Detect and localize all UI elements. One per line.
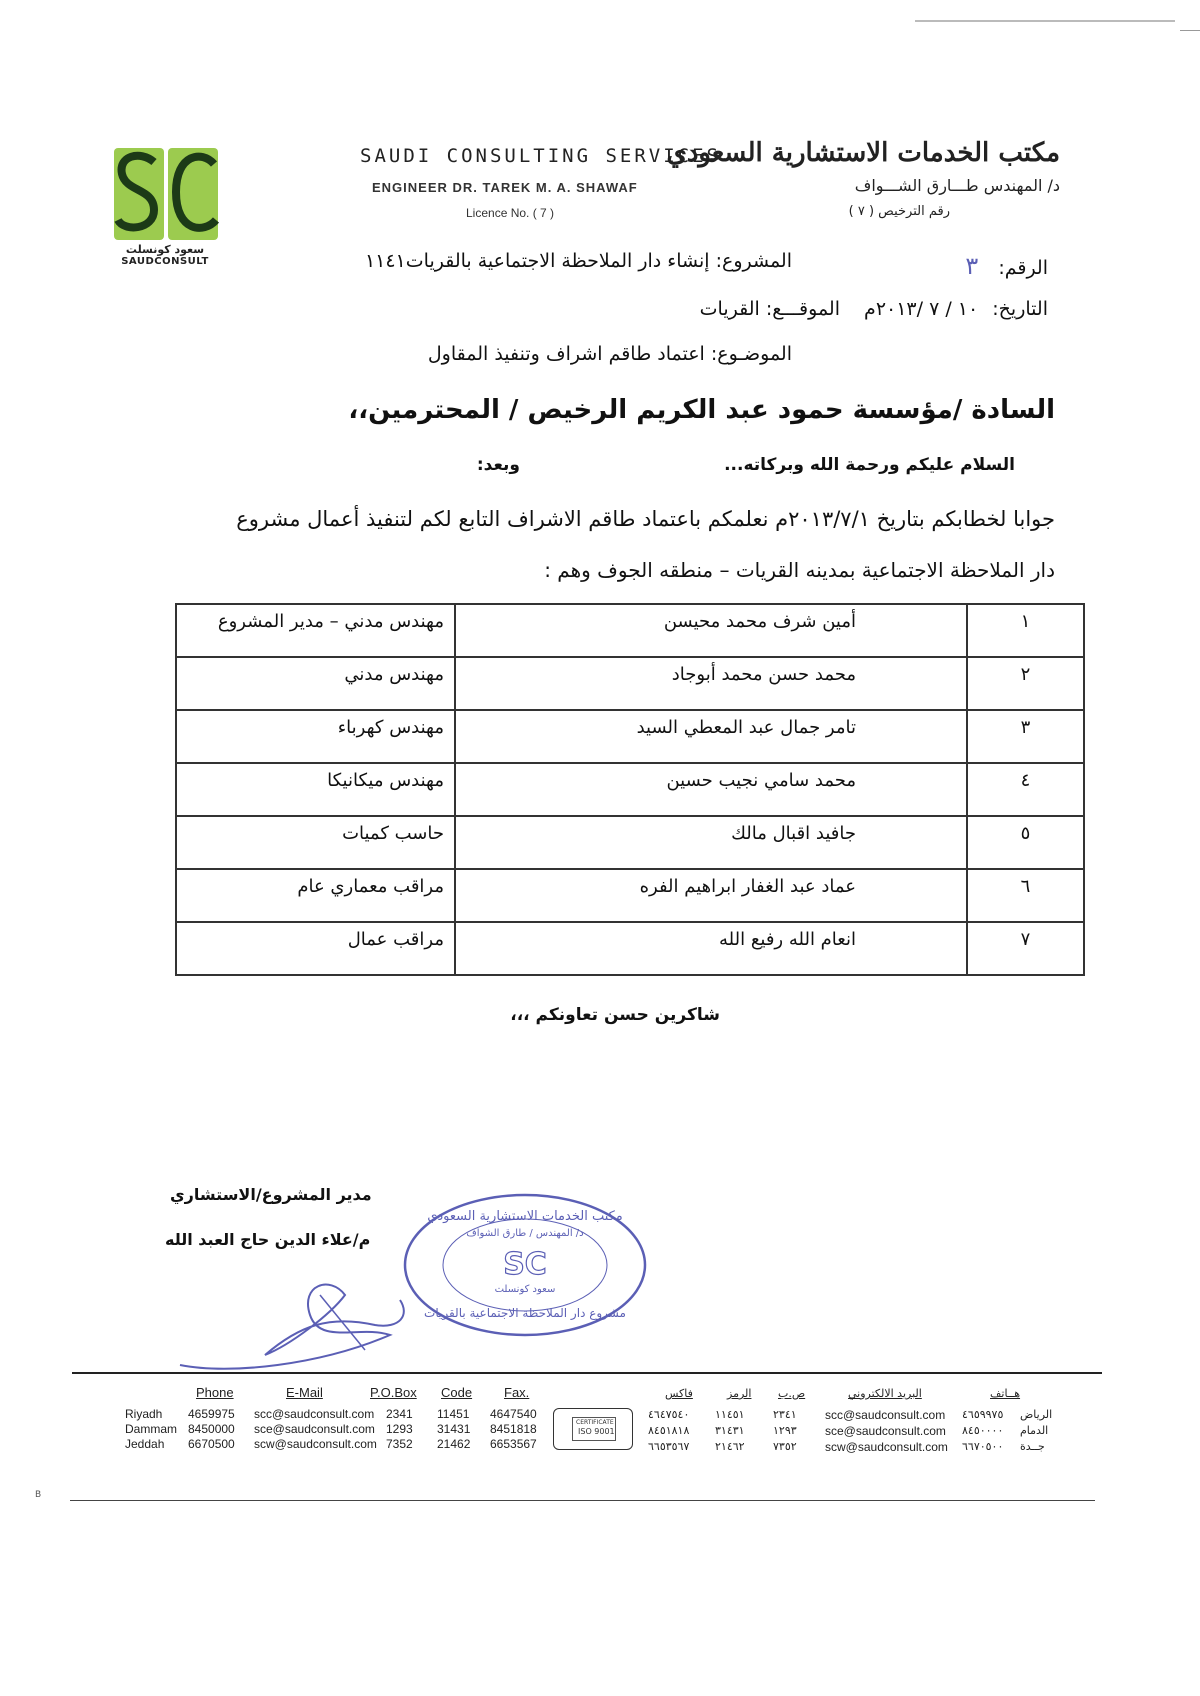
table-row: [176, 869, 1084, 922]
footer-ar-fax: ٦٦٥٣٥٦٧: [648, 1440, 690, 1453]
table-row: [176, 657, 1084, 710]
handwritten-signature: [170, 1255, 420, 1385]
footer-ar-city: الدمام: [1020, 1424, 1049, 1437]
body-line-1: جوابا لخطابكم بتاريخ ٢٠١٣/٧/١م نعلمكم باعتماد طاقم الاشراف التابع لكم لتنفيذ أعمال مشروع: [236, 507, 1055, 531]
table-row: [176, 604, 1084, 657]
signatory-title: مدير المشروع/الاستشاري: [170, 1185, 372, 1204]
footer-ar-code: ٢١٤٦٢: [715, 1440, 745, 1453]
footer-ar-code: ٣١٤٣١: [715, 1424, 745, 1437]
footer-ar-pobox: ٢٣٤١: [773, 1408, 797, 1421]
official-stamp: [400, 1190, 650, 1340]
row-number: ٥: [967, 816, 1084, 869]
footer-ar-header-phone: هــاتف: [990, 1387, 1021, 1400]
member-name: تامر جمال عبد المعطي السيد: [455, 710, 967, 763]
licence-ar: رقم الترخيص ( ٧ ): [848, 204, 950, 219]
footer-ar-city: الرياض: [1020, 1408, 1053, 1421]
footer-ar-email: scw@saudconsult.com: [825, 1440, 948, 1454]
footer-ar-email: scc@saudconsult.com: [825, 1408, 946, 1422]
date-label: التاريخ:: [992, 298, 1048, 320]
date-line: [700, 298, 1048, 320]
engineer-name-ar: د/ المهندس طـــارق الشـــواف: [854, 176, 1060, 195]
footer-fax: 4647540: [490, 1407, 537, 1421]
footer-phone: 4659975: [188, 1407, 235, 1421]
signatory-name: م/علاء الدين حاج العبد الله: [165, 1230, 371, 1249]
member-role: مهندس مدني – مدير المشروع: [176, 604, 455, 657]
footer-header-code: Code: [441, 1385, 473, 1400]
iso-text-2: ISO 9001: [578, 1427, 615, 1436]
table-row: [176, 763, 1084, 816]
footer-bottom-line: [70, 1500, 1095, 1501]
subject-label: الموضـوع:: [710, 343, 792, 365]
footer-ar-code: ١١٤٥١: [715, 1408, 745, 1421]
stamp-center: سعود كونسلت: [494, 1284, 556, 1295]
body-line-2: دار الملاحظة الاجتماعية بمدينه القريات – منطقه الجوف وهم :: [544, 558, 1055, 582]
footer-ar-phone: ٤٦٥٩٩٧٥: [962, 1408, 1004, 1421]
footer-fax: 8451818: [490, 1422, 537, 1436]
footer-header-email: E-Mail: [286, 1385, 323, 1400]
table-row: [176, 922, 1084, 975]
row-number: ٢: [967, 657, 1084, 710]
footer-ar-header-fax: فاكس: [665, 1387, 693, 1400]
stamp-top-text: مكتب الخدمات الاستشارية السعودي: [427, 1209, 623, 1224]
member-name: محمد سامي نجيب حسين: [455, 763, 967, 816]
footer-ar-city: جــدة: [1020, 1440, 1045, 1453]
number-value: ٣: [965, 252, 979, 280]
footer-city: Dammam: [125, 1422, 178, 1436]
member-role: حاسب كميات: [176, 816, 455, 869]
footer-ar-fax: ٤٦٤٧٥٤٠: [648, 1408, 690, 1421]
footer-ar-header-code: الرمز: [727, 1387, 752, 1400]
closing-thanks: شاكرين حسن تعاونكم ،،،: [510, 1005, 720, 1025]
footer-code: 21462: [437, 1437, 471, 1451]
greeting: السلام عليكم ورحمة الله وبركاته...: [724, 455, 1015, 475]
after-greeting: وبعد:: [476, 455, 520, 475]
scan-edge-line: [1180, 30, 1200, 31]
footer-ar-header-email: البريد الالكتروني: [848, 1387, 922, 1400]
location-label: الموقـــع:: [765, 298, 840, 320]
svg-text:SC: SC: [503, 1247, 547, 1282]
team-table: [175, 603, 1085, 976]
row-number: ٣: [967, 710, 1084, 763]
company-name-en: SAUDI CONSULTING SERVICES: [360, 145, 721, 167]
scan-edge-line: [915, 20, 1175, 22]
member-role: مهندس كهرباء: [176, 710, 455, 763]
footer-code: 11451: [437, 1407, 470, 1421]
member-role: مراقب معماري عام: [176, 869, 455, 922]
member-name: أمين شرف محمد محيسن: [455, 604, 967, 657]
footer-ar-phone: ٦٦٧٠٥٠٠: [962, 1440, 1004, 1453]
engineer-name-en: ENGINEER DR. TAREK M. A. SHAWAF: [372, 180, 638, 195]
row-number: ٦: [967, 869, 1084, 922]
footer-city: Jeddah: [125, 1437, 165, 1451]
footer-email: sce@saudconsult.com: [254, 1422, 375, 1436]
footer-header-pobox: P.O.Box: [370, 1385, 417, 1400]
footer-email: scw@saudconsult.com: [254, 1437, 377, 1451]
licence-en: Licence No. ( 7 ): [466, 206, 555, 220]
stamp-engineer: د/ المهندس / طارق الشواف: [466, 1228, 584, 1239]
date-value: ١٠ / ٧ /٢٠١٣م: [864, 298, 979, 320]
footer-divider: [72, 1372, 1102, 1374]
location-value: القريات: [699, 298, 760, 320]
member-name: انعام الله رفيع الله: [455, 922, 967, 975]
company-name-ar: مكتب الخدمات الاستشارية السعودي: [666, 138, 1060, 168]
footer-ar-header-pobox: ص.ب: [778, 1387, 806, 1400]
footer-code: 31431: [437, 1422, 471, 1436]
letter-number: [965, 252, 1048, 280]
row-number: ١: [967, 604, 1084, 657]
footer-phone: 8450000: [188, 1422, 235, 1436]
member-name: عماد عبد الغفار ابراهيم الفره: [455, 869, 967, 922]
project-label: المشروع:: [715, 250, 792, 272]
stamp-bottom-text: مشروع دار الملاحظة الاجتماعية بالقريات: [424, 1306, 626, 1320]
member-role: مراقب عمال: [176, 922, 455, 975]
footer-phone: 6670500: [188, 1437, 235, 1451]
subject-value: اعتماد طاقم اشراف وتنفيذ المقاول: [427, 343, 705, 365]
table-row: [176, 710, 1084, 763]
row-number: ٤: [967, 763, 1084, 816]
footer-ar-pobox: ١٢٩٣: [773, 1424, 797, 1437]
member-name: محمد حسن محمد أبوجاد: [455, 657, 967, 710]
project-line: [365, 250, 792, 272]
footer-ar-email: sce@saudconsult.com: [825, 1424, 946, 1438]
member-role: مهندس مدني: [176, 657, 455, 710]
footer-email: scc@saudconsult.com: [254, 1407, 375, 1421]
table-row: [176, 816, 1084, 869]
member-role: مهندس ميكانيكا: [176, 763, 455, 816]
footer-pobox: 1293: [386, 1422, 413, 1436]
footer-ar-fax: ٨٤٥١٨١٨: [648, 1424, 690, 1437]
logo-english-name: SAUDCONSULT: [121, 256, 209, 267]
footer-pobox: 2341: [386, 1407, 413, 1421]
subject-line: [428, 343, 792, 365]
number-label: الرقم:: [998, 257, 1048, 279]
iso-text-1: CERTIFICATE: [576, 1419, 614, 1426]
member-name: جافيد اقبال مالك: [455, 816, 967, 869]
footer-header-phone: Phone: [196, 1385, 234, 1400]
footer-header-fax: Fax.: [504, 1385, 530, 1400]
footer-pobox: 7352: [386, 1437, 413, 1451]
corner-mark: B: [35, 1490, 42, 1500]
footer-ar-phone: ٨٤٥٠٠٠٠: [962, 1424, 1004, 1437]
row-number: ٧: [967, 922, 1084, 975]
logo-arabic-name: سعود كونسلت: [125, 243, 205, 256]
footer-city: Riyadh: [125, 1407, 163, 1421]
project-value: إنشاء دار الملاحظة الاجتماعية بالقريات١١٤١: [364, 250, 710, 272]
footer-fax: 6653567: [490, 1437, 537, 1451]
addressee: السادة /مؤسسة حمود عبد الكريم الرخيص / المحترمين،،: [348, 395, 1055, 425]
footer-ar-pobox: ٧٣٥٢: [773, 1440, 797, 1453]
